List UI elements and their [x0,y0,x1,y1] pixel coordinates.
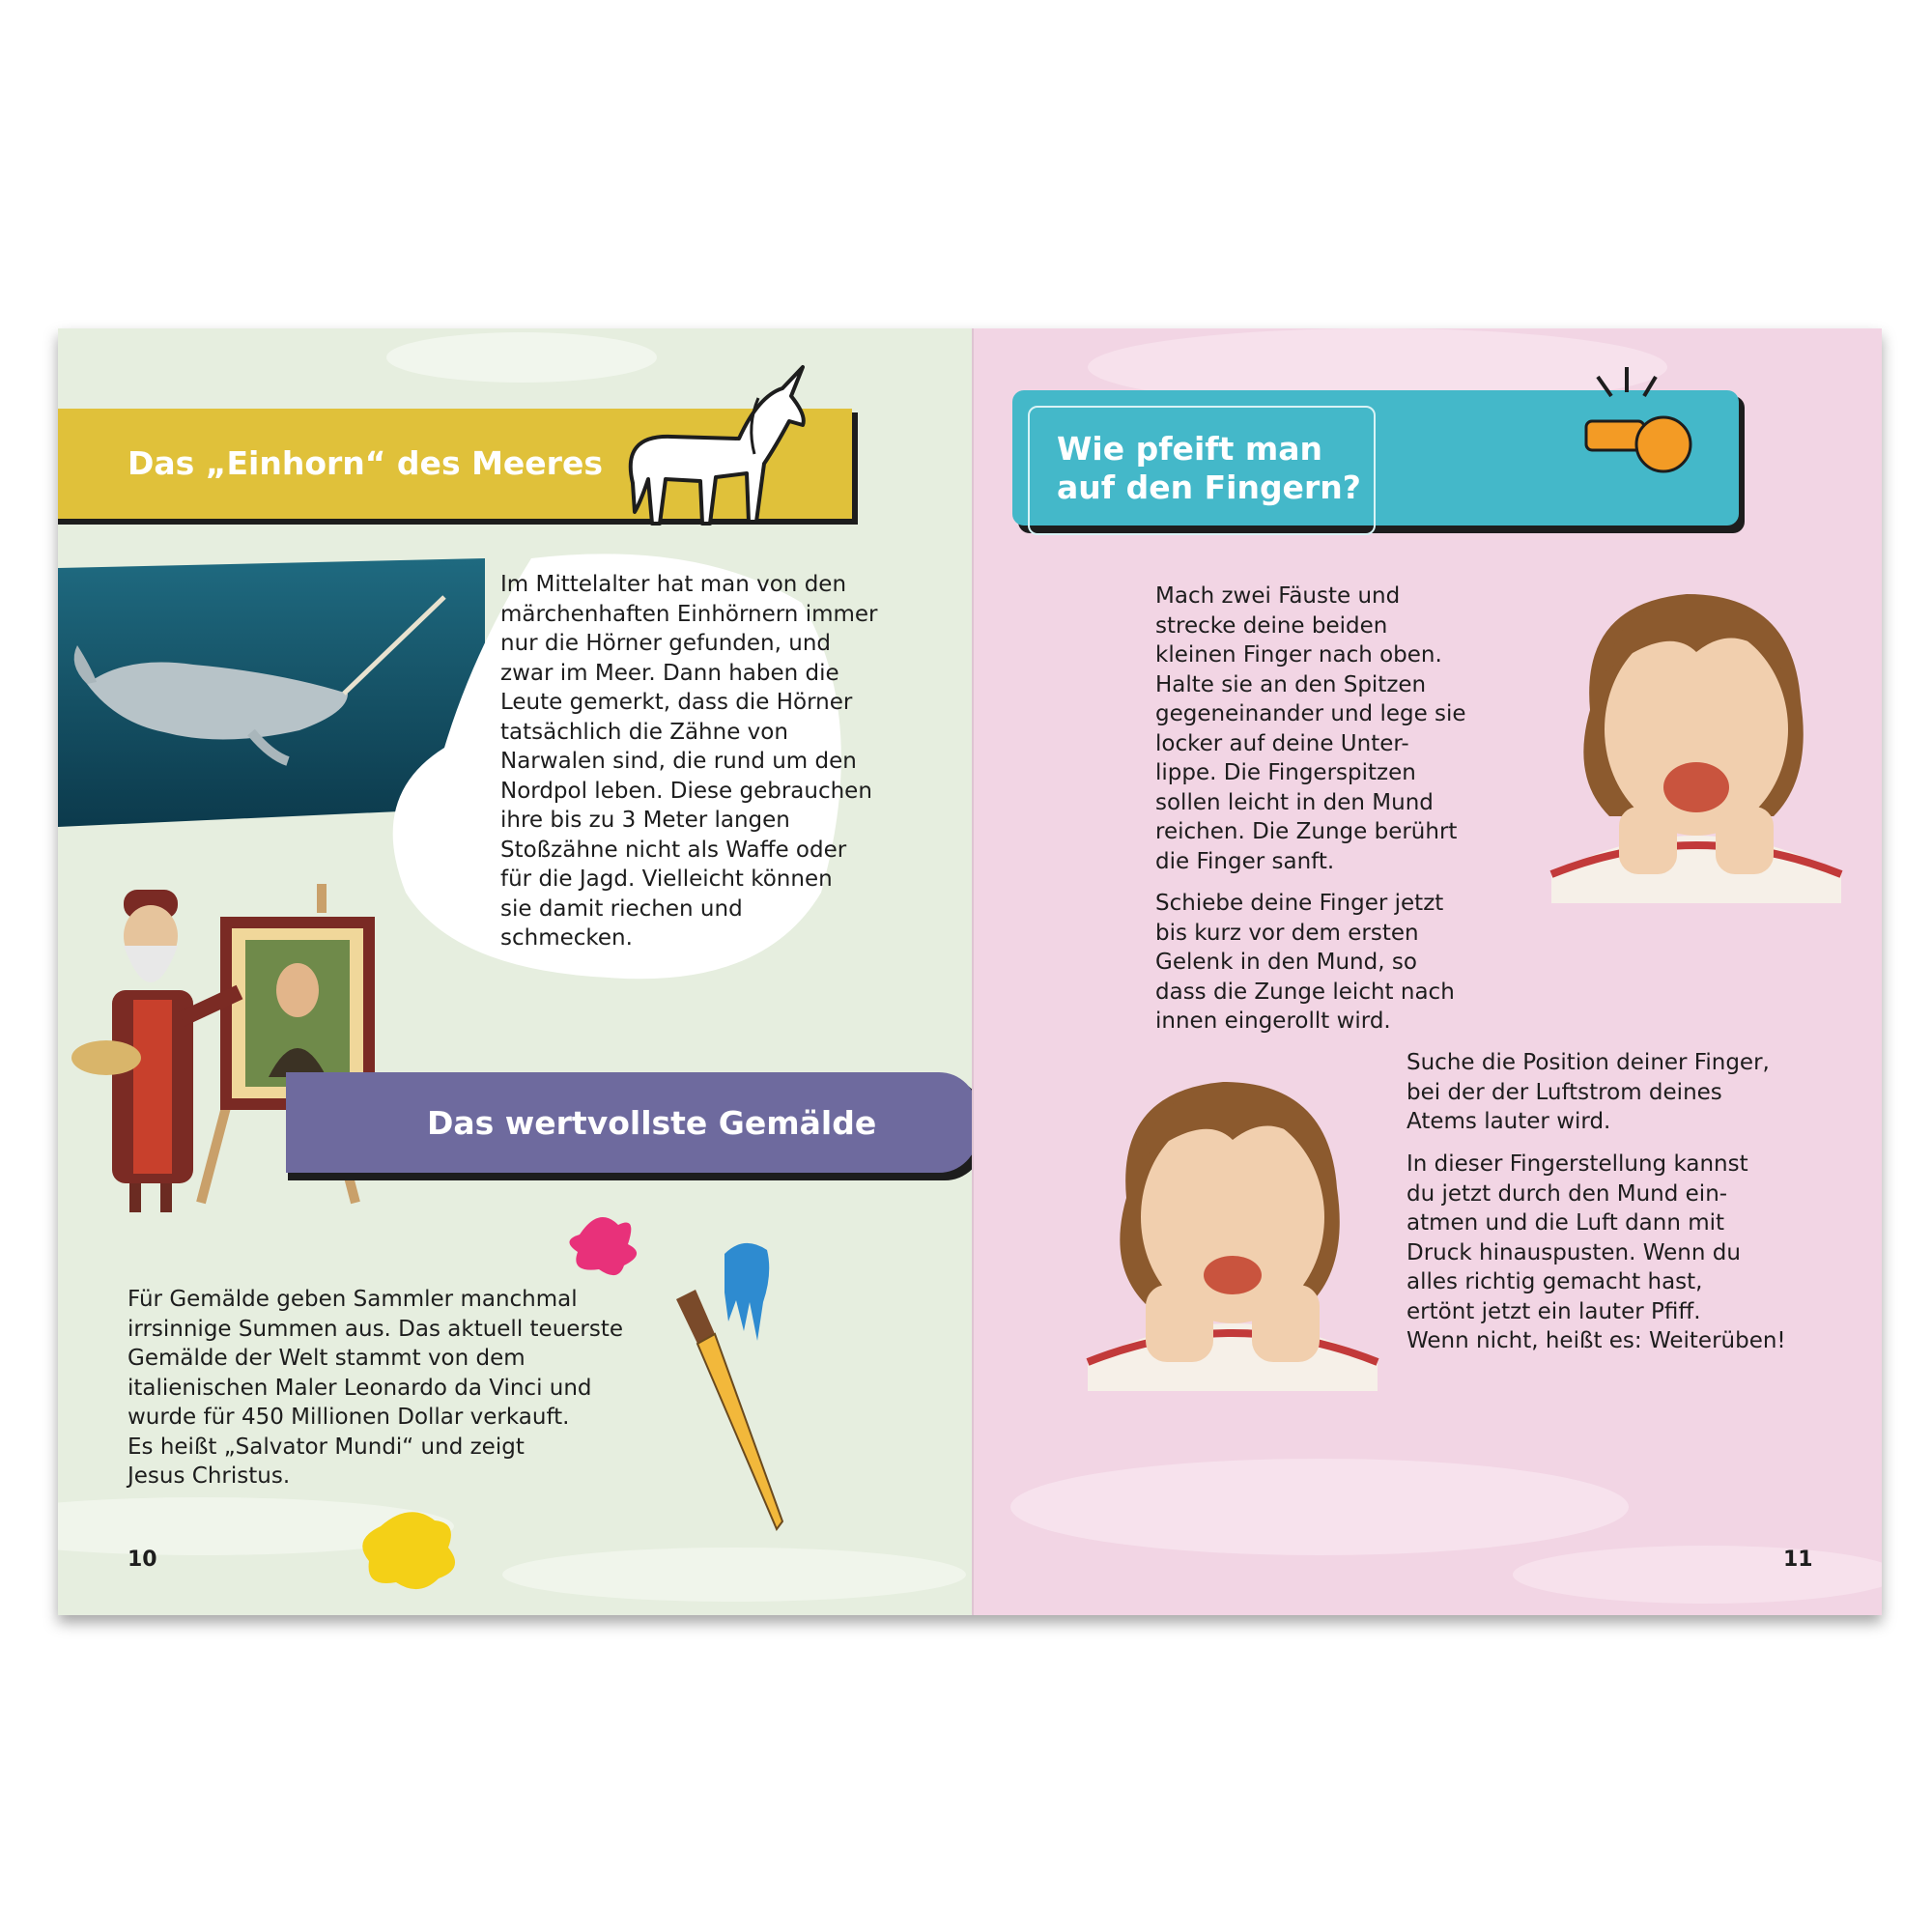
section-title-gemaelde: Das wertvollste Gemälde [427,1104,877,1142]
child-whistle-illustration-1 [1551,584,1841,903]
paintbrush-icon [667,1280,802,1541]
instruction-paragraph-3: Suche die Position deiner Finger, bei der der Luftstrom deines Atems lauter wird. [1406,1050,1770,1134]
yellow-splash-icon [352,1497,468,1604]
instruction-paragraph-1: Mach zwei Fäuste und strecke deine beiden kleinen Finger nach oben. Halte sie an den Spitzen gegeneinander und lege sie locker auf deine Unter- lippe. Die Fingerspitzen sollen leicht in den Mund reichen. Die Zunge berührt die Finger sanft. [1155,583,1466,874]
section-title-einhorn: Das „Einhorn“ des Meeres [128,444,603,482]
page-number-left: 10 [128,1548,157,1572]
instruction-paragraph-2: Schiebe deine Finger jetzt bis kurz vor dem ersten Gelenk in den Mund, so dass die Zunge leicht nach innen eingerollt wird. [1155,891,1455,1034]
right-page [972,328,1882,1615]
unicorn-icon [613,357,816,551]
page-gutter [972,328,974,1615]
child-whistle-illustration-2 [1088,1072,1378,1391]
left-page [58,328,972,1615]
whistle-icon [1569,357,1714,502]
section-title-pfeifen: Wie pfeift man auf den Fingern? [1057,430,1361,506]
book-spread [58,328,1882,1615]
page-number-right: 11 [1783,1548,1813,1572]
gemaelde-text: Für Gemälde geben Sammler manchmal irrsinnige Summen aus. Das aktuell teuerste Gemälde der Welt stammt von dem italienischen Maler Leonardo da Vinci und wurde für 450 Millionen Dollar verkauft. Es heißt „Salvator Mundi“ und zeigt Jesus Christus. [128,1287,624,1489]
narwhal-text: Im Mittelalter hat man von den märchenhaften Einhörnern immer nur die Hörner gefunden, und zwar im Meer. Dann haben die Leute gemerkt, dass die Hörner tatsächlich die Zähne von Narwalen sind, die rund um den Nordpol leben. Diese gebrauchen ihre bis zu 3 Meter langen Stoßzähne nicht als Waffe oder für die Jagd. Vielleicht können sie damit riechen und schmecken. [500,572,878,951]
instruction-paragraph-4: In dieser Fingerstellung kannst du jetzt durch den Mund ein- atmen und die Luft dann mit Druck hinauspusten. Wenn du alles richtig gemacht hast, ertönt jetzt ein lauter Pfiff. Wenn nicht, heißt es: Weiterüben! [1406,1151,1786,1353]
